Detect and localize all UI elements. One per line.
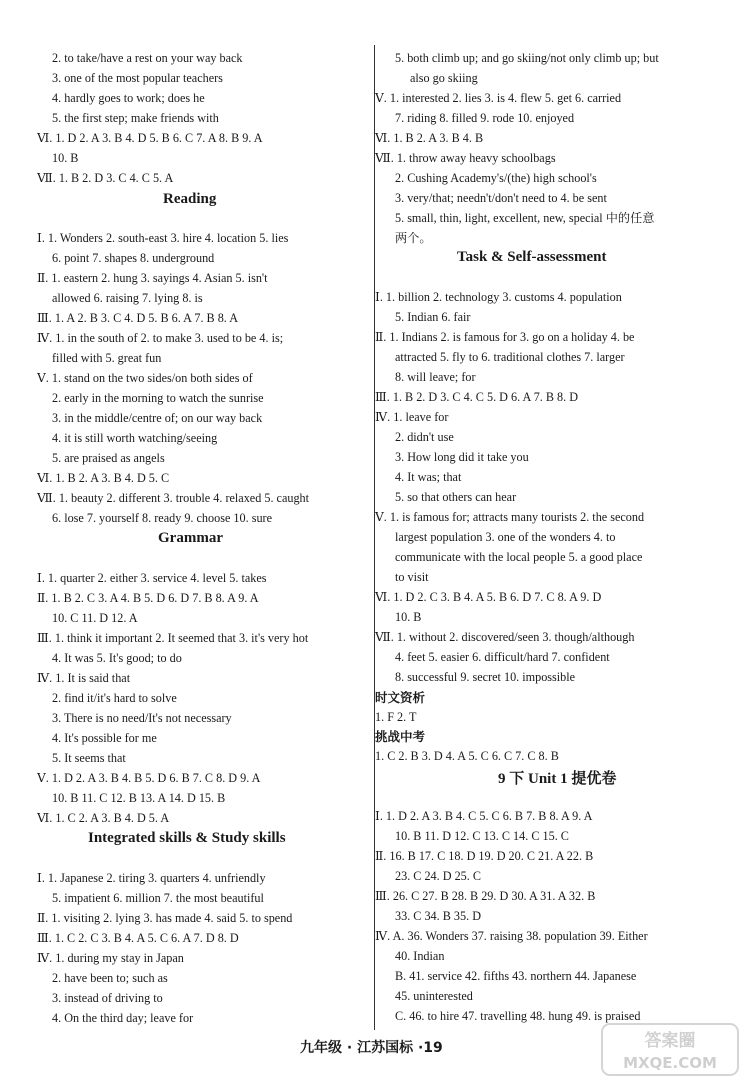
answer-line: 45. uninterested: [395, 989, 473, 1003]
answer-line: 2. have been to; such as: [52, 971, 168, 985]
answer-line: 3. very/that; needn't/don't need to 4. be sent: [395, 191, 607, 205]
watermark-logo: [600, 1022, 740, 1077]
answer-line: Ⅲ. 1. A 2. B 3. C 4. D 5. B 6. A 7. B 8. A: [37, 311, 239, 325]
answer-line: 3. in the middle/centre of; on our way back: [52, 411, 263, 425]
answer-line: Ⅰ. 1. quarter 2. either 3. service 4. level 5. takes: [37, 571, 267, 585]
answer-line: Ⅱ. 1. B 2. C 3. A 4. B 5. D 6. D 7. B 8. A 9. A: [37, 591, 259, 605]
answer-line: 2. Cushing Academy's/(the) high school's: [395, 171, 597, 185]
answer-line: C. 46. to hire 47. travelling 48. hung 49. is praised: [395, 1009, 641, 1023]
answer-line: Ⅲ. 1. think it important 2. It seemed that 3. it's very hot: [37, 631, 309, 645]
answer-line: 7. riding 8. filled 9. rode 10. enjoyed: [395, 111, 575, 125]
answer-line: Ⅵ. 1. C 2. A 3. B 4. D 5. A: [37, 811, 170, 825]
answer-line: 4. It's possible for me: [52, 731, 157, 745]
answer-line: Ⅰ. 1. Japanese 2. tiring 3. quarters 4. unfriendly: [37, 871, 266, 885]
answer-line: 3. How long did it take you: [395, 450, 529, 464]
answer-line: Ⅳ. 1. during my stay in Japan: [37, 951, 184, 965]
answer-line: Ⅶ. 1. without 2. discovered/seen 3. though/although: [375, 630, 635, 644]
answer-line: Ⅱ. 1. eastern 2. hung 3. sayings 4. Asian 5. isn't: [37, 271, 268, 285]
answer-line: Ⅴ. 1. D 2. A 3. B 4. B 5. D 6. B 7. C 8. D 9. A: [37, 771, 261, 785]
answer-line: 5. small, thin, light, excellent, new, special 中的任意: [395, 211, 655, 225]
answer-line: filled with 5. great fun: [52, 351, 162, 365]
answer-line: Ⅳ. 1. in the south of 2. to make 3. used to be 4. is;: [37, 331, 284, 345]
answer-line: 2. early in the morning to watch the sunrise: [52, 391, 264, 405]
answer-line: Ⅴ. 1. stand on the two sides/on both sides of: [37, 371, 253, 385]
answer-line: largest population 3. one of the wonders 4. to: [395, 530, 616, 544]
answer-line: 4. hardly goes to work; does he: [52, 91, 205, 105]
answer-line: Ⅲ. 1. B 2. D 3. C 4. C 5. D 6. A 7. B 8. D: [375, 390, 579, 404]
answer-line: 10. B: [52, 151, 79, 165]
answer-line: B. 41. service 42. fifths 43. northern 44. Japanese: [395, 969, 637, 983]
answer-line: Ⅵ. 1. B 2. A 3. B 4. D 5. C: [37, 471, 170, 485]
answer-line: 2. find it/it's hard to solve: [52, 691, 177, 705]
answer-line: Ⅰ. 1. Wonders 2. south-east 3. hire 4. location 5. lies: [37, 231, 289, 245]
answer-line: 5. are praised as angels: [52, 451, 165, 465]
answer-line: Ⅵ. 1. D 2. A 3. B 4. D 5. B 6. C 7. A 8. B 9. A: [37, 131, 263, 145]
answer-line: communicate with the local people 5. a good place: [395, 550, 643, 564]
answer-line: 4. feet 5. easier 6. difficult/hard 7. confident: [395, 650, 610, 664]
answer-line: Ⅵ. 1. B 2. A 3. B 4. B: [375, 131, 484, 145]
section-heading: Grammar: [158, 530, 223, 546]
answer-line: 2. didn't use: [395, 430, 454, 444]
answer-line: 6. point 7. shapes 8. underground: [52, 251, 215, 265]
answer-line: 4. It was 5. It's good; to do: [52, 651, 182, 665]
answer-line: 1. C 2. B 3. D 4. A 5. C 6. C 7. C 8. B: [375, 749, 559, 763]
section-heading: Reading: [163, 191, 217, 207]
answer-line: 33. C 34. B 35. D: [395, 909, 481, 923]
answer-line: Ⅶ. 1. beauty 2. different 3. trouble 4. relaxed 5. caught: [37, 491, 310, 505]
subsection-heading: 挑战中考: [375, 729, 426, 744]
answer-line: 两个。: [395, 231, 432, 245]
answer-line: to visit: [395, 570, 429, 584]
answer-line: Ⅱ. 1. Indians 2. is famous for 3. go on a holiday 4. be: [375, 330, 635, 344]
answer-line: Ⅲ. 26. C 27. B 28. B 29. D 30. A 31. A 32. B: [375, 889, 596, 903]
answer-line: Ⅱ. 16. B 17. C 18. D 19. D 20. C 21. A 22. B: [375, 849, 594, 863]
answer-line: 2. to take/have a rest on your way back: [52, 51, 243, 65]
answer-line: 5. impatient 6. million 7. the most beautiful: [52, 891, 264, 905]
answer-line: 10. B 11. D 12. C 13. C 14. C 15. C: [395, 829, 569, 843]
answer-line: Ⅳ. 1. It is said that: [37, 671, 131, 685]
answer-line: 10. B: [395, 610, 422, 624]
section-heading: 9 下 Unit 1 提优卷: [498, 771, 617, 787]
answer-line: 5. It seems that: [52, 751, 126, 765]
answer-line: allowed 6. raising 7. lying 8. is: [52, 291, 203, 305]
answer-line: 3. There is no need/It's not necessary: [52, 711, 232, 725]
answer-line: 4. it is still worth watching/seeing: [52, 431, 218, 445]
answer-line: 5. Indian 6. fair: [395, 310, 471, 324]
answer-line: Ⅴ. 1. is famous for; attracts many tourists 2. the second: [375, 510, 645, 524]
answer-line: 6. lose 7. yourself 8. ready 9. choose 10. sure: [52, 511, 272, 525]
answer-line: 8. will leave; for: [395, 370, 476, 384]
answer-line: 8. successful 9. secret 10. impossible: [395, 670, 576, 684]
answer-line: Ⅰ. 1. billion 2. technology 3. customs 4. population: [375, 290, 622, 304]
section-heading: Task & Self-assessment: [457, 249, 607, 265]
answer-line: 5. both climb up; and go skiing/not only climb up; but: [395, 51, 659, 65]
subsection-heading: 时文资析: [375, 690, 426, 705]
answer-line: Ⅳ. 1. leave for: [375, 410, 449, 424]
answer-line: 40. Indian: [395, 949, 445, 963]
answer-line: Ⅲ. 1. C 2. C 3. B 4. A 5. C 6. A 7. D 8. D: [37, 931, 239, 945]
answer-line: also go skiing: [410, 71, 478, 85]
answer-line: 3. instead of driving to: [52, 991, 163, 1005]
answer-line: Ⅳ. A. 36. Wonders 37. raising 38. population 39. Either: [375, 929, 648, 943]
answer-line: attracted 5. fly to 6. traditional clothes 7. larger: [395, 350, 625, 364]
answer-line: Ⅱ. 1. visiting 2. lying 3. has made 4. said 5. to spend: [37, 911, 293, 925]
answer-line: 4. On the third day; leave for: [52, 1011, 194, 1025]
answer-line: Ⅰ. 1. D 2. A 3. B 4. C 5. C 6. B 7. B 8. A 9. A: [375, 809, 593, 823]
answer-line: 3. one of the most popular teachers: [52, 71, 223, 85]
answer-line: Ⅴ. 1. interested 2. lies 3. is 4. flew 5. get 6. carried: [375, 91, 622, 105]
answer-line: Ⅵ. 1. D 2. C 3. B 4. A 5. B 6. D 7. C 8. A 9. D: [375, 590, 602, 604]
answer-line: Ⅶ. 1. B 2. D 3. C 4. C 5. A: [37, 171, 174, 185]
column-divider: [374, 45, 375, 1030]
watermark-text-cn: 答案圈: [644, 1031, 696, 1051]
answer-line: 23. C 24. D 25. C: [395, 869, 481, 883]
section-heading: Integrated skills & Study skills: [88, 830, 286, 846]
answer-line: Ⅶ. 1. throw away heavy schoolbags: [375, 151, 556, 165]
answer-line: 5. so that others can hear: [395, 490, 517, 504]
answer-line: 10. C 11. D 12. A: [52, 611, 138, 625]
page-footer: 九年级 · 江苏国标 ·19: [300, 1040, 443, 1056]
answer-line: 5. the first step; make friends with: [52, 111, 219, 125]
answer-line: 4. It was; that: [395, 470, 462, 484]
watermark-text-url: MXQE.COM: [623, 1054, 717, 1072]
answer-line: 1. F 2. T: [375, 710, 417, 724]
answer-line: 10. B 11. C 12. B 13. A 14. D 15. B: [52, 791, 226, 805]
